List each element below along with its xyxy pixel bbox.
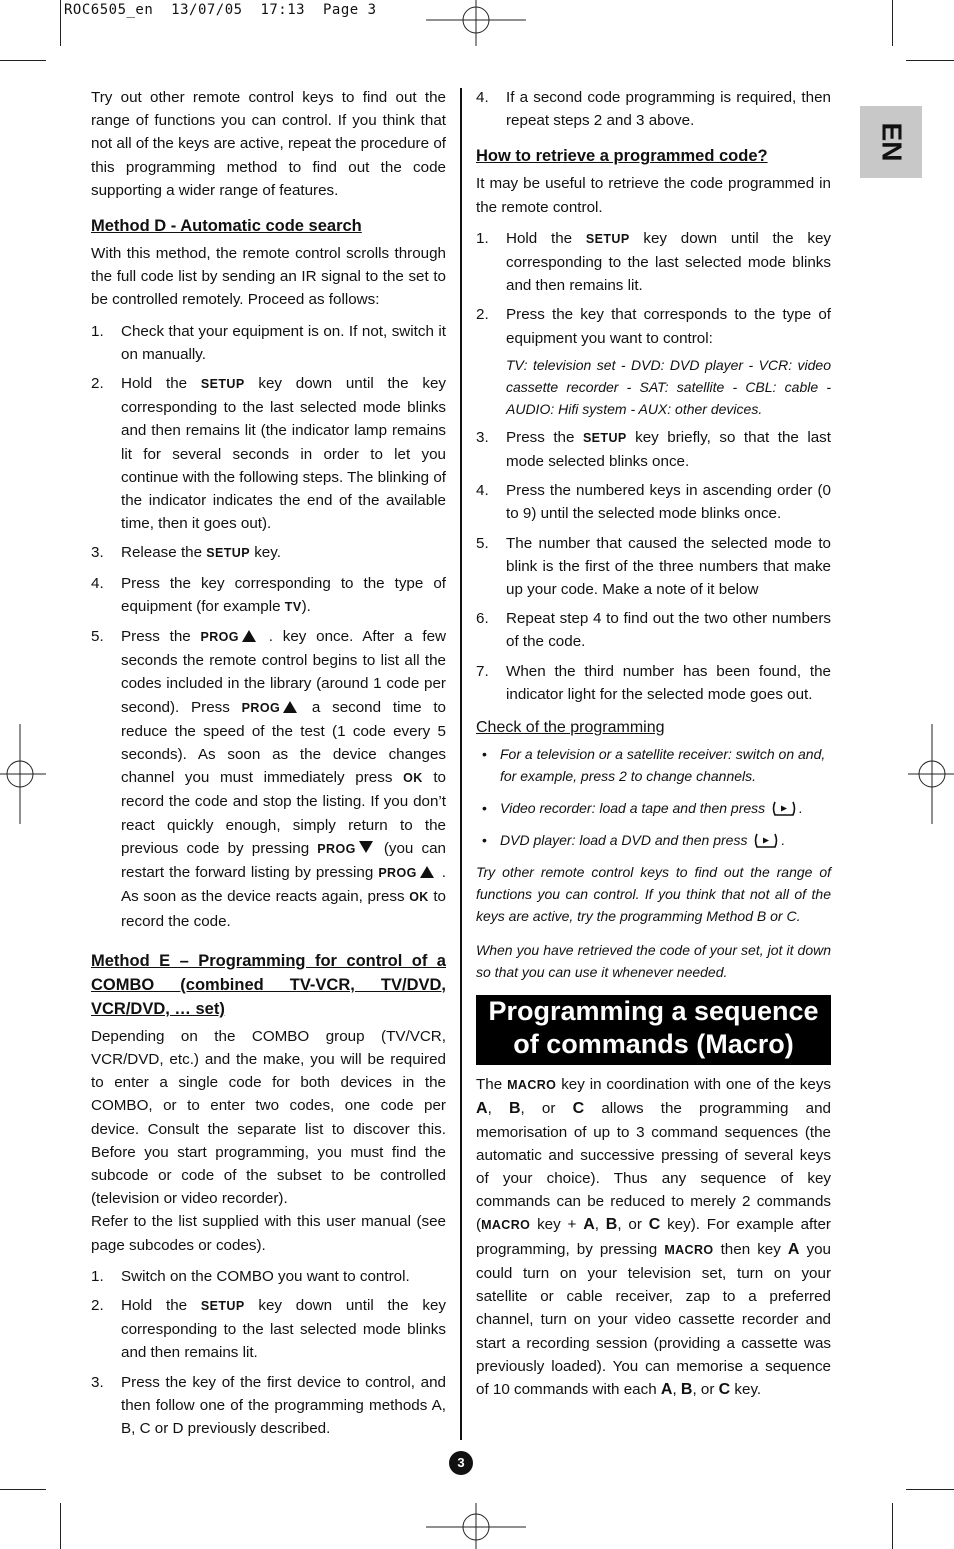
play-key-icon xyxy=(771,801,797,816)
header-time: 17:13 xyxy=(260,2,306,18)
text: key). For example after programming, by pressing xyxy=(476,1216,831,1258)
step-text: Press the key that corresponds to the type of equipment you want to control: xyxy=(506,306,831,347)
method-d-intro: With this method, the remote control scrolls through the full code list by sending an IR signal to the set to be controlled remotely. Proceed as follows: xyxy=(91,245,446,309)
registration-mark-top xyxy=(426,0,526,46)
method-e-paragraph: Depending on the COMBO group (TV/VCR, VCR/DVD, etc.) and the make, you will be required to enter a single code for both devices in the COMBO, or to enter two codes, one code per device. Consult the separate list to discover this. Before you start programming, you must find the subcode or code of the subset to be controlled (television or video recorder). xyxy=(91,1027,446,1208)
device-type-note: TV: television set - DVD: DVD player - VCR: video cassette recorder - SAT: satellite - CBL: cable - AUDIO: Hifi system - AUX: other devices. xyxy=(506,356,831,417)
text: key + xyxy=(530,1216,584,1234)
step-number: 1. xyxy=(91,1267,104,1285)
method-e-paragraph: Refer to the list supplied with this user manual (see page subcodes or codes). xyxy=(91,1213,446,1254)
list-item xyxy=(476,607,831,653)
step-text: Press the key of the first device to control, and then follow one of the programming methods A, B, C or D previously described. xyxy=(121,1373,446,1437)
step-text: a second time to reduce the speed of the test (1 code every 5 seconds). As soon as the device changes channel you must immediately press xyxy=(121,698,446,787)
text: The xyxy=(476,1076,508,1094)
text: , or xyxy=(692,1380,719,1398)
list-item: • DVD player: load a DVD and then press . xyxy=(476,829,831,851)
header-page: Page 3 xyxy=(322,2,377,18)
step-text: key down until the key corresponding to the last selected mode blinks and then remains lit. xyxy=(506,229,831,295)
setup-key-label: SETUP xyxy=(200,377,245,392)
step-number: 3. xyxy=(91,544,104,562)
tv-key-label: TV xyxy=(284,599,302,614)
macro-section-title xyxy=(476,995,831,1065)
list-item xyxy=(476,479,831,525)
step-text: Press the xyxy=(121,628,201,646)
list-item xyxy=(476,303,831,419)
crop-mark xyxy=(906,60,954,61)
bullet-dot: • xyxy=(482,832,487,849)
language-tab-label: EN xyxy=(876,122,907,162)
a-key-label: A xyxy=(660,1380,673,1398)
intro-paragraph: Try out other remote control keys to find out the range of functions you can control. If you think that not all of the keys are active, repeat the procedure of this programming method to find out the code supporting a wider range of features. xyxy=(91,89,446,199)
step-text: When the third number has been found, the indicator light for the selected mode goes out. xyxy=(506,662,831,703)
list-item xyxy=(91,372,446,535)
macro-key-label: MACRO xyxy=(664,1242,714,1257)
triangle-up-icon xyxy=(420,866,434,878)
macro-title-line: of commands (Macro) xyxy=(513,1029,794,1060)
header-date: 13/07/05 xyxy=(171,2,243,18)
step-number: 2. xyxy=(91,1296,104,1314)
step-text: Press the key corresponding to the type of equipment (for example xyxy=(121,574,446,615)
list-item xyxy=(91,1294,446,1365)
left-column xyxy=(91,86,446,1446)
method-e-heading: Method E – Programming for control of a COMBO (combined TV-VCR, TV/DVD, VCR/DVD, … set) xyxy=(91,951,446,1018)
list-item xyxy=(476,743,831,787)
step-text: Hold the xyxy=(506,229,586,247)
triangle-up-icon xyxy=(242,630,256,642)
prog-key-label: PROG xyxy=(241,700,281,715)
crop-mark xyxy=(60,1503,61,1549)
list-item xyxy=(91,541,446,565)
ok-key-label: OK xyxy=(403,771,423,786)
step-text: Hold the xyxy=(121,375,201,393)
bullet-dot: • xyxy=(482,800,487,817)
step-text: If a second code programming is required, then repeat steps 2 and 3 above. xyxy=(506,89,831,130)
method-e-steps xyxy=(91,1265,446,1440)
text: then key xyxy=(713,1240,788,1258)
macro-key-label: MACRO xyxy=(507,1078,557,1093)
list-item xyxy=(476,660,831,706)
crop-mark xyxy=(892,1503,893,1549)
step-number: 5. xyxy=(91,628,104,646)
list-item xyxy=(476,426,831,473)
crop-mark xyxy=(0,60,46,61)
macro-key-label: MACRO xyxy=(481,1218,531,1233)
b-key-label: B xyxy=(605,1216,618,1234)
step-text: . key once. After a few seconds the remote control begins to list all the codes included in the library (around 1 code per second). Press xyxy=(121,628,446,716)
crop-mark xyxy=(892,0,893,46)
step-text: Check that your equipment is on. If not, switch it on manually. xyxy=(121,322,446,363)
bullet-text: Video recorder: load a tape and then press xyxy=(500,800,766,817)
list-item xyxy=(476,227,831,298)
check-bullets xyxy=(476,743,831,851)
crop-mark xyxy=(906,1489,954,1490)
step-text: Press the numbered keys in ascending order (0 to 9) until the selected mode blinks once. xyxy=(506,482,831,523)
step-text: Hold the xyxy=(121,1296,201,1314)
list-item xyxy=(476,532,831,602)
text: allows the programming and memorisation of up to 3 command sequences (the automatic and successive pressing of several keys of your choice). Thus any sequence of key commands can be reduced to merely 2 commands ( xyxy=(476,1100,831,1234)
bullet-text: DVD player: load a DVD and then press xyxy=(500,832,748,849)
step-number: 1. xyxy=(91,322,104,340)
step-text: to record the code and stop the listing. If you don’t react quickly enough, simply return to the previous code by pressing xyxy=(121,769,446,857)
step-text: Switch on the COMBO you want to control. xyxy=(121,1267,410,1285)
method-d-steps xyxy=(91,320,446,933)
text: , xyxy=(672,1380,681,1398)
step-text: Repeat step 4 to find out the two other numbers of the code. xyxy=(506,610,831,651)
step-number: 4. xyxy=(476,482,489,500)
triangle-down-icon xyxy=(359,841,373,853)
retrieve-steps xyxy=(476,227,831,706)
column-divider xyxy=(460,88,462,1440)
step-number: 4. xyxy=(91,574,104,592)
c-key-label: C xyxy=(648,1216,661,1234)
setup-key-label: SETUP xyxy=(582,430,627,445)
triangle-up-icon xyxy=(283,701,297,713)
text: key in coordination with one of the keys xyxy=(556,1076,832,1094)
step-number: 2. xyxy=(91,375,104,393)
prog-key-label: PROG xyxy=(200,630,239,645)
header-file: ROC6505_en xyxy=(64,2,154,18)
setup-key-label: SETUP xyxy=(206,546,250,561)
step-text: Press the xyxy=(506,428,583,446)
text: , xyxy=(487,1100,509,1118)
check-note: When you have retrieved the code of your set, jot it down so that you can use it whenever needed. xyxy=(476,942,831,981)
list-item xyxy=(91,572,446,619)
step-text: ). xyxy=(301,597,311,615)
registration-mark-bottom xyxy=(426,1503,526,1549)
step-number: 3. xyxy=(91,1373,104,1391)
step-text: (you can restart the forward listing by pressing xyxy=(121,839,446,882)
bullet-text: For a television or a satellite receiver: switch on and, for example, press 2 to change channels. xyxy=(500,746,826,785)
setup-key-label: SETUP xyxy=(585,231,630,246)
macro-paragraph xyxy=(476,1073,831,1401)
list-item xyxy=(91,625,446,933)
macro-title-line: Programming a sequence xyxy=(488,996,819,1027)
setup-key-label: SETUP xyxy=(200,1298,245,1313)
crop-mark xyxy=(60,0,61,46)
a-key-label: A xyxy=(583,1216,595,1234)
retrieve-intro: It may be useful to retrieve the code programmed in the remote control. xyxy=(476,175,831,216)
continued-steps xyxy=(476,86,831,132)
prog-key-label: PROG xyxy=(378,866,417,881)
list-item xyxy=(91,1371,446,1441)
step-number: 3. xyxy=(476,428,489,446)
registration-mark-right xyxy=(908,724,954,824)
text: , or xyxy=(520,1100,573,1118)
list-item xyxy=(91,320,446,366)
prog-key-label: PROG xyxy=(317,841,356,856)
a-key-label: A xyxy=(787,1240,800,1258)
check-note: Try other remote control keys to find out the range of functions you can control. If you think that not all of the keys are active, try the programming Method B or C. xyxy=(476,864,831,925)
crop-mark xyxy=(0,1489,46,1490)
play-key-icon xyxy=(753,833,779,848)
step-text: key down until the key corresponding to the last selected mode blinks and then remains lit (the indicator lamp remains lit for several seconds in order to let you continue with the following steps. The blinking of the indicator indicates the end of the available time, then it goes out). xyxy=(121,375,446,533)
text: , xyxy=(594,1216,606,1234)
step-text: key down until the key corresponding to the last selected mode blinks and then remains lit. xyxy=(121,1296,446,1362)
step-text: key. xyxy=(249,544,281,562)
step-number: 4. xyxy=(476,89,489,106)
bullet-dot: • xyxy=(482,746,487,763)
registration-mark-left xyxy=(0,724,46,824)
step-text: Release the xyxy=(121,544,207,562)
b-key-label: B xyxy=(680,1380,693,1398)
step-text: to record the code. xyxy=(121,888,446,930)
step-number: 1. xyxy=(476,229,489,247)
right-column xyxy=(476,86,831,1409)
step-number: 2. xyxy=(476,306,489,324)
ok-key-label: OK xyxy=(409,890,429,905)
check-heading: Check of the programming xyxy=(476,719,665,737)
b-key-label: B xyxy=(508,1100,521,1118)
step-number: 7. xyxy=(476,662,489,680)
step-text: key briefly, so that the last mode selected blinks once. xyxy=(506,428,831,471)
retrieve-heading: How to retrieve a programmed code? xyxy=(476,147,768,166)
step-number: 5. xyxy=(476,534,489,552)
text: you could turn on your television set, turn on your satellite or cable receiver, zap to a preferred channel, turn on your video cassette recorder and start a recording session (providing a cassette was previously loaded). You can memorise a sequence of 10 commands with each xyxy=(476,1240,831,1398)
c-key-label: C xyxy=(718,1380,731,1398)
step-text: . As soon as the device reacts again, press xyxy=(121,864,446,906)
list-item: • Video recorder: load a tape and then press . xyxy=(476,797,831,819)
list-item xyxy=(476,86,831,132)
language-tab xyxy=(860,106,922,178)
text: , or xyxy=(617,1216,649,1234)
print-header xyxy=(64,2,377,18)
page-number: 3 xyxy=(449,1451,473,1475)
list-item xyxy=(91,1265,446,1288)
c-key-label: C xyxy=(572,1100,585,1118)
method-d-heading: Method D - Automatic code search xyxy=(91,217,362,236)
step-text: The number that caused the selected mode to blink is the first of the three numbers that make up your code. Make a note of it below xyxy=(506,534,831,599)
step-number: 6. xyxy=(476,610,489,628)
text: key. xyxy=(730,1380,762,1398)
a-key-label: A xyxy=(476,1100,488,1118)
